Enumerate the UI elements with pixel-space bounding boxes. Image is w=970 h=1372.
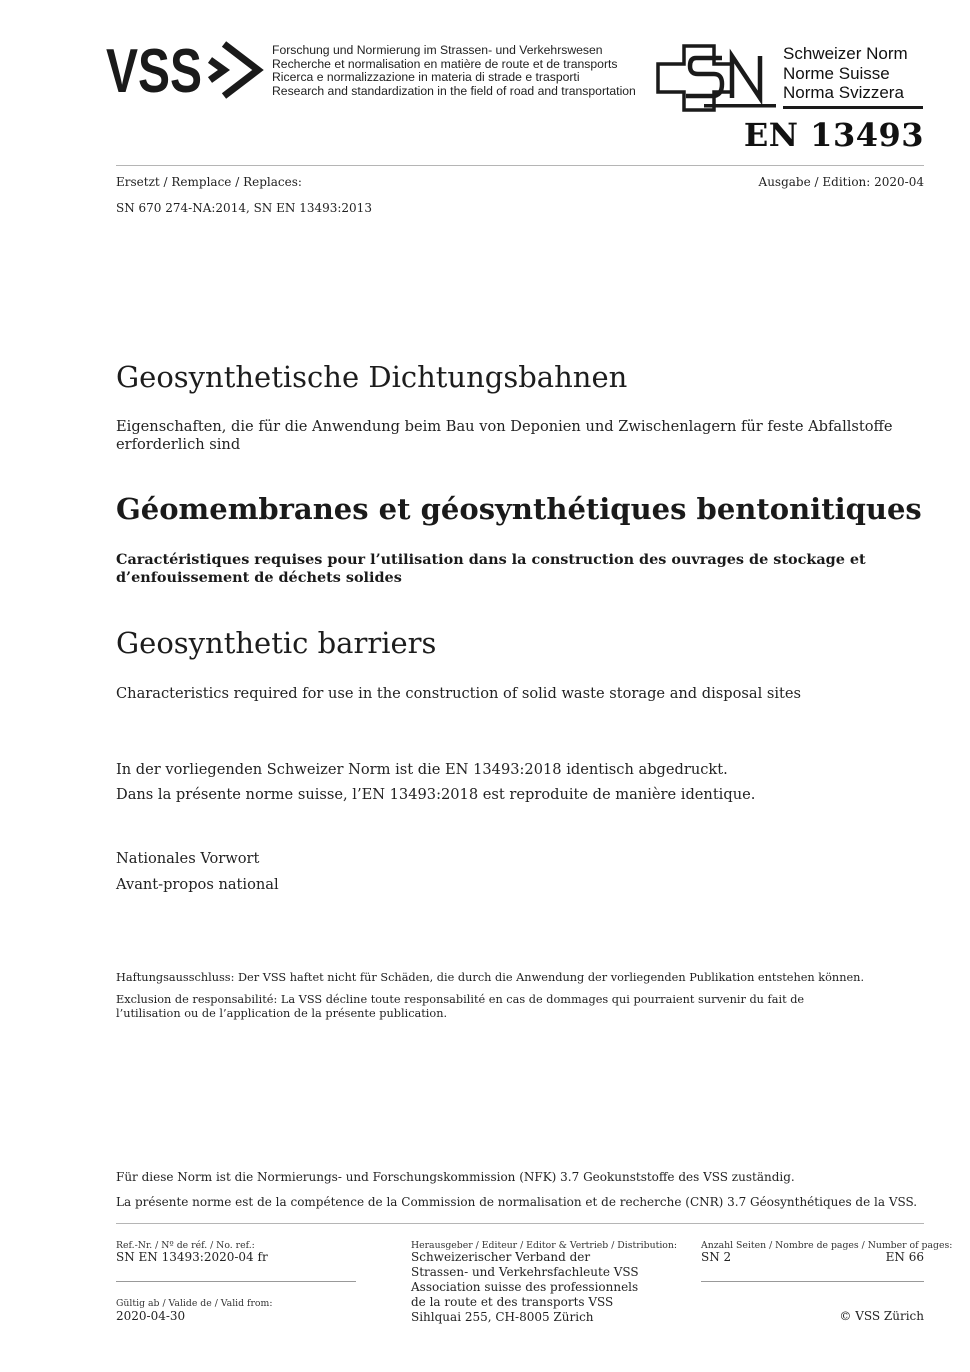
foreword-de: Nationales Vorwort	[116, 850, 260, 867]
vss-tagline-en: Research and standardization in the field of road and transportation	[272, 83, 636, 98]
publisher-label: Herausgeber / Editeur / Editor & Vertrieb / Distribution:	[411, 1240, 678, 1251]
vss-tagline-it: Ricerca e normalizzazione in materia di strade e trasporti	[272, 70, 580, 85]
foreword-fr: Avant-propos national	[116, 876, 279, 893]
title-fr: Géomembranes et géosynthétiques bentonitiques	[116, 492, 922, 526]
sn-name-it: Norma Svizzera	[783, 83, 904, 102]
subtitle-fr: Caractéristiques requises pour l’utilisation dans la construction des ouvrages de stockage et d’enfouissement de déchets solides	[116, 551, 866, 586]
committee-de: Für diese Norm ist die Normierungs- und Forschungskommission (NFK) 3.7 Geokunststoffe des VSS zuständig.	[116, 1170, 795, 1184]
vss-tagline-fr: Recherche et normalisation en matière de route et de transports	[272, 56, 618, 71]
publisher-line: Sihlquai 255, CH-8005 Zürich	[411, 1310, 594, 1324]
header-divider	[116, 165, 924, 166]
document-number: EN 13493	[743, 116, 924, 154]
edition: Ausgabe / Edition: 2020-04	[758, 175, 924, 189]
disclaimer-de: Haftungsausschluss: Der VSS haftet nicht für Schäden, die durch die Anwendung der vorliegenden Publikation entstehen können.	[116, 971, 865, 984]
pages-label: Anzahl Seiten / Nombre de pages / Number of pages:	[701, 1240, 953, 1251]
committee-fr: La présente norme est de la compétence de la Commission de normalisation et de recherche (CNR) 3.7 Géosynthétiques de la VSS.	[116, 1195, 918, 1209]
pages-divider	[701, 1281, 924, 1282]
sn-underline	[783, 106, 923, 109]
ref-label: Ref.-Nr. / Nº de réf. / No. ref.:	[116, 1240, 255, 1251]
ref-divider	[116, 1281, 356, 1282]
replaces-label: Ersetzt / Remplace / Replaces:	[116, 175, 302, 189]
identity-note-fr: Dans la présente norme suisse, l’EN 13493:2018 est reproduite de manière identique.	[116, 786, 756, 803]
vss-logo	[106, 40, 266, 102]
subtitle-en: Characteristics required for use in the construction of solid waste storage and disposal sites	[116, 685, 802, 702]
publisher-line: Association suisse des professionnels	[411, 1280, 639, 1294]
pages-en: EN 66	[885, 1250, 924, 1264]
sn-names	[783, 44, 908, 103]
disclaimer-fr: Exclusion de responsabilité: La VSS décline toute responsabilité en cas de dommages qui pourraient survenir du fait de l’utilisation ou de l’application de la présente publication.	[116, 993, 805, 1020]
publisher-line: Strassen- und Verkehrsfachleute VSS	[411, 1265, 639, 1279]
replaces-value: SN 670 274-NA:2014, SN EN 13493:2013	[116, 201, 372, 215]
valid-label: Gültig ab / Valide de / Valid from:	[116, 1298, 273, 1309]
copyright: © VSS Zürich	[839, 1309, 924, 1323]
title-de: Geosynthetische Dichtungsbahnen	[116, 360, 628, 394]
ref-value: SN EN 13493:2020-04 fr	[116, 1250, 268, 1264]
pages-sn: SN 2	[701, 1250, 732, 1264]
subtitle-de: Eigenschaften, die für die Anwendung beim Bau von Deponien und Zwischenlagern für feste Abfallstoffe erforderlich sind	[116, 418, 893, 453]
footer-divider	[116, 1223, 924, 1224]
vss-tagline	[272, 44, 636, 98]
identity-note-de: In der vorliegenden Schweizer Norm ist die EN 13493:2018 identisch abgedruckt.	[116, 761, 728, 778]
sn-name-fr: Norme Suisse	[783, 63, 890, 83]
title-en: Geosynthetic barriers	[116, 626, 437, 660]
publisher-line: Schweizerischer Verband der	[411, 1250, 591, 1264]
publisher-line: de la route et des transports VSS	[411, 1295, 614, 1309]
valid-value: 2020-04-30	[116, 1309, 186, 1323]
sn-name-de: Schweizer Norm	[783, 44, 908, 63]
vss-tagline-de: Forschung und Normierung im Strassen- und Verkehrswesen	[272, 43, 603, 57]
svg-text:VSS: VSS	[106, 40, 202, 102]
sn-logo	[656, 44, 778, 114]
publisher-address	[411, 1250, 639, 1325]
